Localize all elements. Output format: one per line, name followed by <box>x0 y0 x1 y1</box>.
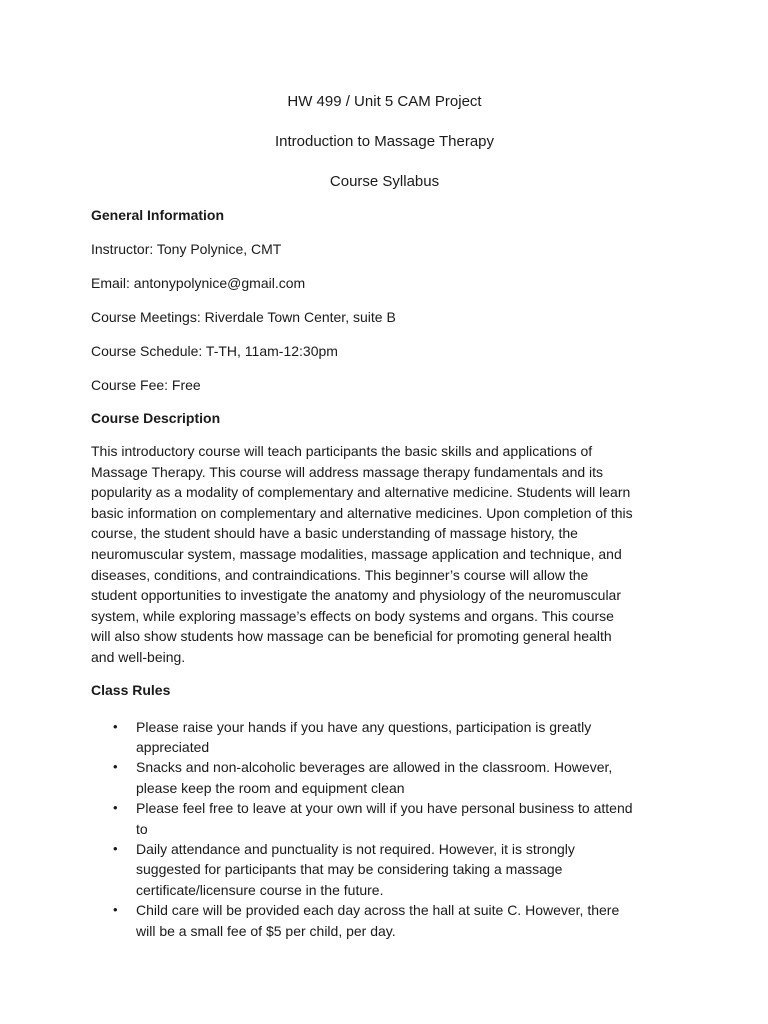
course-description-heading: Course Description <box>91 410 221 426</box>
bullet-icon: • <box>113 902 118 918</box>
rule-item <box>91 839 678 900</box>
rule-item <box>91 900 678 941</box>
class-rules-heading: Class Rules <box>91 681 171 698</box>
description-line: will also show students how massage can be beneficial for promoting general health <box>91 628 612 645</box>
instructor-line: Instructor: Tony Polynice, CMT <box>91 241 282 257</box>
rule-line: will be a small fee of $5 per child, per day. <box>136 922 396 939</box>
rule-line: Daily attendance and punctuality is not required. However, it is strongly <box>136 840 575 857</box>
description-line: popularity as a modality of complementary and alternative medicine. Students will learn <box>91 484 631 501</box>
rule-item <box>91 757 678 798</box>
rule-line: Snacks and non-alcoholic beverages are allowed in the classroom. However, <box>136 759 613 776</box>
description-line: This introductory course will teach participants the basic skills and applications of <box>91 443 593 459</box>
rule-line: Please feel free to leave at your own will if you have personal business to attend <box>136 800 633 817</box>
course-name-title: Introduction to Massage Therapy <box>274 133 495 150</box>
rule-line: appreciated <box>136 738 210 755</box>
rule-line: please keep the room and equipment clean <box>136 779 405 796</box>
course-description-section <box>91 409 678 668</box>
class-rules-section <box>91 681 678 941</box>
class-rules-list <box>91 717 678 941</box>
rule-line: suggested for participants that may be considering taking a massage <box>136 861 563 878</box>
rule-line: certificate/licensure course in the future. <box>136 881 384 898</box>
description-line: basic information on complementary and alternative medicines. Upon completion of this <box>91 504 633 521</box>
fee-line: Course Fee: Free <box>91 377 201 393</box>
rule-item <box>91 798 678 839</box>
bullet-icon: • <box>113 840 118 856</box>
description-line: student opportunities to investigate the anatomy and physiology of the neuromuscular <box>91 587 621 604</box>
document-header <box>91 0 678 192</box>
email-line: Email: antonypolynice@gmail.com <box>91 275 306 291</box>
description-line: diseases, conditions, and contraindications. This beginner’s course will allow the <box>91 566 589 583</box>
description-line: and well-being. <box>91 648 186 665</box>
bullet-icon: • <box>113 718 118 734</box>
course-code-title: HW 499 / Unit 5 CAM Project <box>287 93 482 110</box>
rule-line: Please raise your hands if you have any questions, participation is greatly <box>136 718 592 735</box>
general-information-heading: General Information <box>91 207 225 223</box>
bullet-icon: • <box>113 800 118 816</box>
meetings-line: Course Meetings: Riverdale Town Center, suite B <box>91 309 396 325</box>
description-line: course, the student should have a basic understanding of massage history, the <box>91 525 578 542</box>
schedule-line: Course Schedule: T-TH, 11am-12:30pm <box>91 343 338 359</box>
description-line: Massage Therapy. This course will address massage therapy fundamentals and its <box>91 463 604 480</box>
bullet-icon: • <box>113 759 118 775</box>
rule-line: to <box>136 820 148 837</box>
rule-item <box>91 717 678 758</box>
description-line: neuromuscular system, massage modalities, massage application and technique, and <box>91 545 622 562</box>
description-line: system, while exploring massage’s effects on body systems and organs. This course <box>91 607 614 624</box>
general-information-section <box>91 206 678 394</box>
course-description-paragraph <box>91 441 678 668</box>
rule-line: Child care will be provided each day across the hall at suite C. However, there <box>136 902 620 919</box>
syllabus-title: Course Syllabus <box>329 173 440 190</box>
